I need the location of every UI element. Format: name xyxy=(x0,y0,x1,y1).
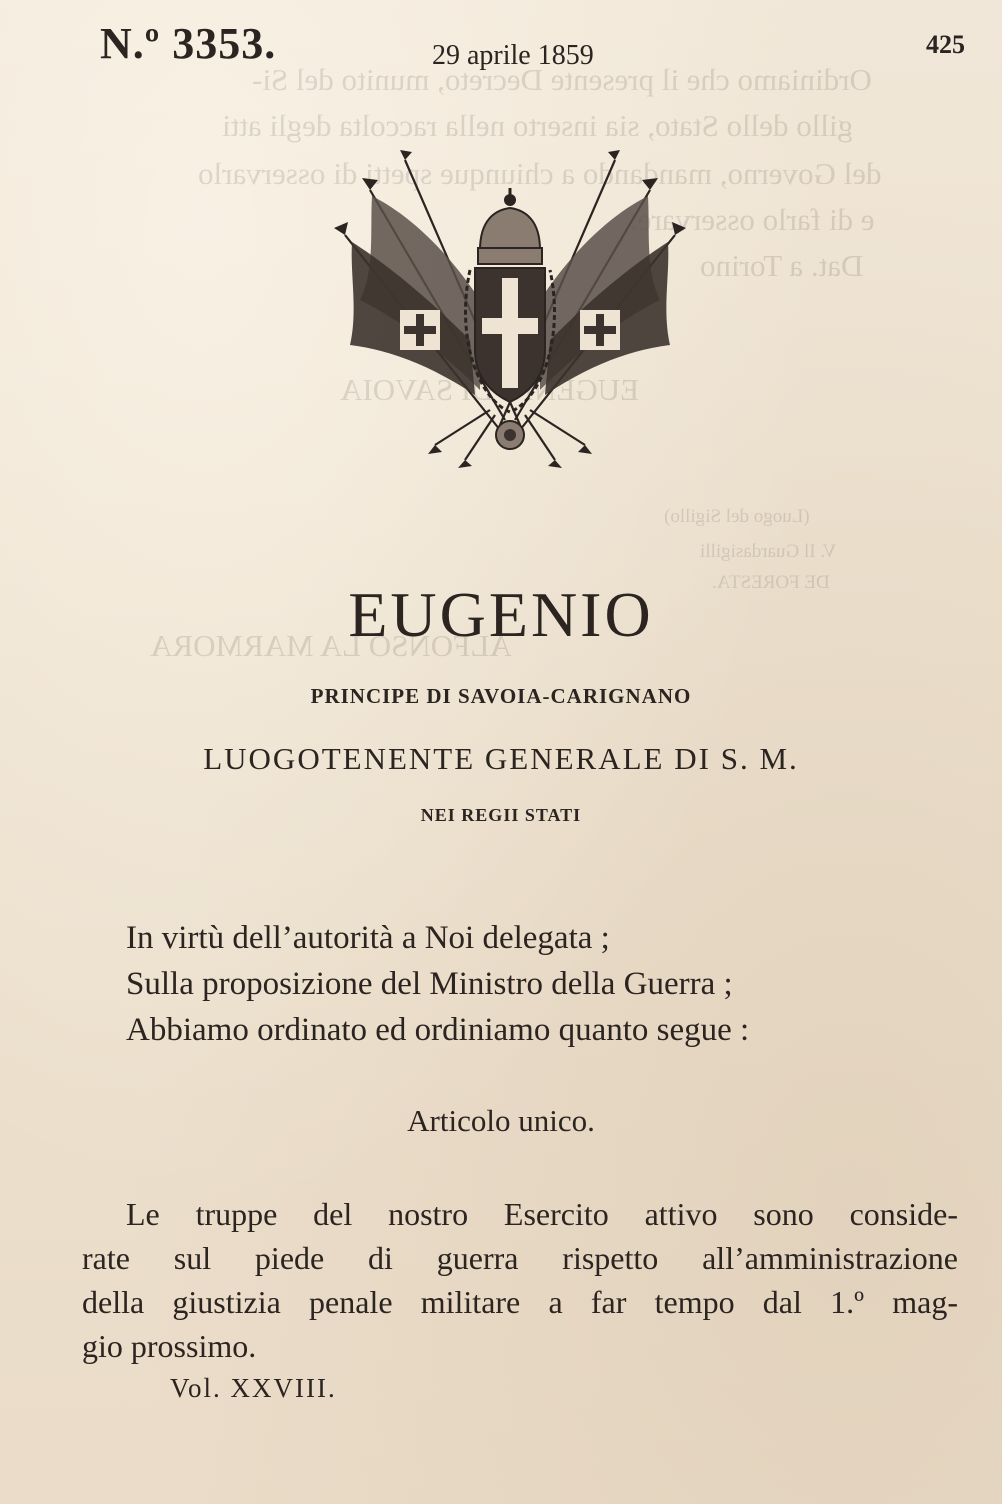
preamble xyxy=(126,915,886,1053)
preamble-line: Sulla proposizione del Ministro della Guerra ; xyxy=(126,966,733,1002)
page-number: 425 xyxy=(926,30,965,59)
bleed-line-6: EUGENIO DI SAVOIA xyxy=(340,372,640,407)
body-line: della giustizia penale militare a far tempo dal 1.º mag- xyxy=(82,1284,958,1320)
preamble-line: Abbiamo ordinato ed ordiniamo quanto segue : xyxy=(126,1012,750,1048)
volume-marker: Vol. XXVIII. xyxy=(170,1373,337,1403)
preamble-line: In virtù dell’autorità a Noi delegata ; xyxy=(126,920,610,956)
bleed-line-8: V. Il Guardasigilli xyxy=(700,541,837,562)
article-heading: Articolo unico. xyxy=(407,1103,595,1138)
bleed-line-3: del Governo, mandando a chiunque spetti di osservarlo xyxy=(198,156,882,191)
bleed-line-4: e di farlo osservare. xyxy=(630,202,875,237)
title-line-3: NEI REGII STATI xyxy=(420,805,582,825)
title-line-2: LUOGOTENENTE GENERALE DI S. M. xyxy=(203,741,799,776)
savoy-coat-of-arms-icon xyxy=(330,150,690,470)
decree-date: 29 aprile 1859 xyxy=(432,40,594,71)
body-line: Le truppe del nostro Esercito attivo sono conside- xyxy=(126,1196,958,1232)
bleed-line-9: DE FORESTA. xyxy=(712,572,830,593)
bleed-line-1: Ordiniamo che il presente Decreto, munito del Si- xyxy=(252,62,872,97)
body-line: rate sul piede di guerra rispetto all’amministrazione xyxy=(82,1240,958,1276)
decree-number: N.º 3353. xyxy=(100,19,277,68)
body-line: gio prossimo. xyxy=(82,1328,257,1364)
bleed-line-2: gillo dello Stato, sia inserto nella raccolta degli atti xyxy=(222,108,854,143)
bleed-line-7: (Luogo del Sigillo) xyxy=(664,506,810,527)
title-line-1: PRINCIPE DI SAVOIA-CARIGNANO xyxy=(310,684,692,708)
article-body xyxy=(82,1192,958,1368)
bleed-line-5: Dat. a Torino xyxy=(700,248,864,283)
bleed-line-10: ALFONSO LA MARMORA xyxy=(150,628,512,663)
prince-name: EUGENIO xyxy=(348,579,654,650)
